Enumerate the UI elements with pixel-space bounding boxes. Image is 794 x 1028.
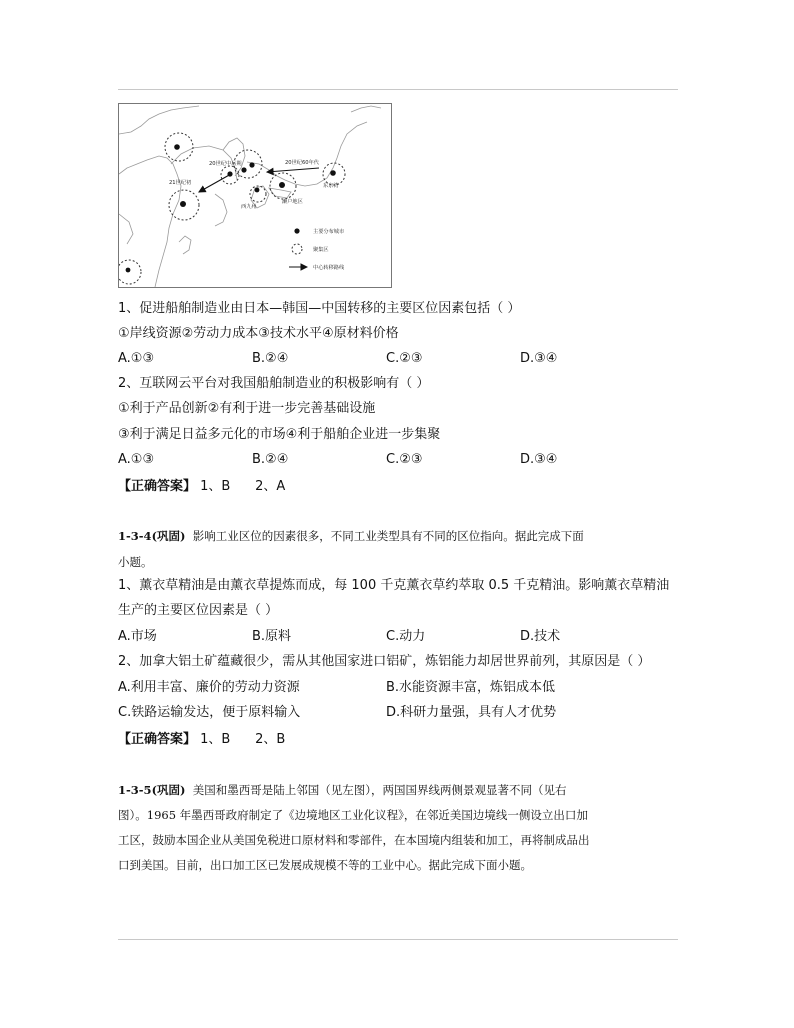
q2-stem: 2、互联网云平台对我国船舶制造业的积极影响有（ ） — [118, 376, 430, 391]
answer-label: 【正确答案】 — [118, 732, 197, 747]
transfer-route — [199, 168, 319, 192]
section-tag: (巩固) — [151, 529, 186, 543]
label-21c: 21世纪初 — [169, 180, 192, 186]
q2-option-c: C.②③ — [386, 452, 423, 467]
footer-rule — [118, 939, 678, 940]
legend-cluster: 聚集区 — [313, 247, 329, 253]
q1-option-c: C.②③ — [386, 351, 423, 366]
q1-option-b: B.②④ — [252, 351, 289, 366]
q3-stem-line2: 生产的主要区位因素是（ ） — [118, 603, 279, 618]
label-20c-60s: 20世纪60年代 — [285, 160, 319, 166]
q4-option-a: A.利用丰富、廉价的劳动力资源 — [118, 680, 300, 695]
q4-option-b: B.水能资源丰富，炼铝成本低 — [386, 680, 556, 695]
coastlines — [119, 106, 381, 287]
q4-option-d: D.科研力量强，具有人才优势 — [386, 705, 557, 720]
section-intro-line1: 影响工业区位的因素很多，不同工业类型具有不同的区位指向。据此完成下面 — [192, 529, 584, 543]
q2-option-d: D.③④ — [520, 452, 558, 467]
section-135-text1: 美国和墨西哥是陆上邻国（见左图），两国国界线两侧景观显著不同（见右 — [192, 783, 567, 797]
section-135-line4: 口到美国。目前，出口加工区已发展成规模不等的工业中心。据此完成下面小题。 — [118, 858, 532, 872]
answer-value: 1、B 2、B — [200, 732, 286, 747]
q3-option-a: A.市场 — [118, 629, 157, 644]
q3-option-c: C.动力 — [386, 629, 426, 644]
q1-stem: 1、促进船舶制造业由日本—韩国—中国转移的主要区位因素包括（ ） — [118, 301, 521, 316]
section-134-intro — [118, 527, 584, 545]
header-rule — [118, 89, 678, 90]
section-135-line2: 图）。1965 年墨西哥政府制定了《边境地区工业化议程》，在邻近美国边境线一侧设立出口加 — [118, 808, 588, 822]
q1-option-d: D.③④ — [520, 351, 558, 366]
legend-city: 主要分布城市 — [313, 229, 345, 235]
section-id: 1-3-5 — [118, 783, 152, 797]
label-tokyo-bay: 东京湾 — [323, 183, 339, 189]
q2-line2: ③利于满足日益多元化的市场④利于船舶企业进一步集聚 — [118, 427, 441, 442]
answer-block-2 — [118, 731, 285, 749]
q1-option-a: A.①③ — [118, 351, 155, 366]
q2-line1: ①利于产品创新②有利于进一步完善基础设施 — [118, 401, 376, 416]
q3-option-b: B.原料 — [252, 629, 292, 644]
label-setonaikai: 濑户地区 — [282, 199, 303, 205]
section-135-line3: 工区，鼓励本国企业从美国免税进口原材料和零部件，在本国境内组装和加工，再将制成品出 — [118, 833, 590, 847]
shipbuilding-map — [118, 103, 392, 288]
section-id: 1-3-4 — [118, 529, 152, 543]
answer-value: 1、B 2、A — [200, 479, 286, 494]
map-legend — [289, 227, 345, 271]
q3-option-d: D.技术 — [520, 629, 561, 644]
q2-option-b: B.②④ — [252, 452, 289, 467]
legend-route: 中心转移路线 — [313, 265, 345, 271]
section-tag: (巩固) — [151, 783, 186, 797]
map-graphic — [119, 104, 391, 287]
answer-block-1 — [118, 478, 285, 496]
section-135-line1 — [118, 781, 567, 799]
q2-option-a: A.①③ — [118, 452, 155, 467]
q1-factors: ①岸线资源②劳动力成本③技术水平④原材料价格 — [118, 326, 399, 341]
q4-stem: 2、加拿大铝土矿蕴藏很少，需从其他国家进口铝矿，炼铝能力却居世界前列，其原因是（ ） — [118, 654, 651, 669]
section-134-intro-line2: 小题。 — [118, 555, 153, 569]
label-20c-mid: 20世纪中后期 — [209, 161, 242, 167]
cluster-circles — [119, 133, 345, 284]
q4-option-c: C.铁路运输发达，便于原料输入 — [118, 705, 301, 720]
label-kyushu: 西九州 — [241, 204, 257, 210]
answer-label: 【正确答案】 — [118, 479, 197, 494]
q3-stem-line1: 1、薰衣草精油是由薰衣草提炼而成，每 100 千克薰衣草约萃取 0.5 千克精油。影响薰衣草精油 — [118, 578, 670, 593]
